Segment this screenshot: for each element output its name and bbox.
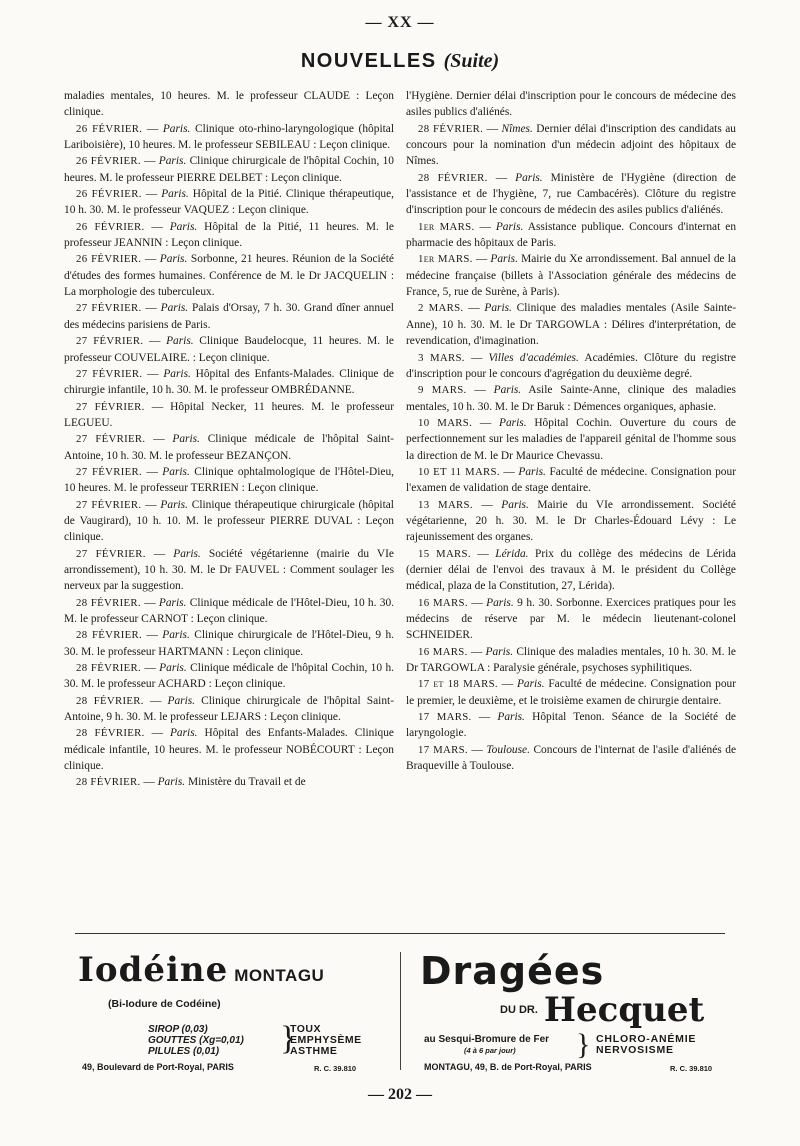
ads-separator-rule [75,933,725,934]
entry-city: Paris. [495,220,524,233]
entry-city: Paris. [490,253,518,266]
entry-city: Paris. [516,678,545,691]
entry-date: 27 FÉVRIER. [76,547,146,560]
entry-city: Paris. [172,433,200,446]
brace-icon: } [280,1020,297,1057]
entry-date: 27 FÉVRIER. [76,302,142,315]
dragees-title: Dragées [420,949,605,993]
entry-city: Paris. [486,596,514,609]
brace-icon: } [576,1028,591,1061]
entry-text: Clinique Baudelocque, 11 heures. M. le professeur COUVELAIRE. : Leçon clinique. [64,335,394,364]
entry-text: Mairie du VIe arrondissement. Société végétarienne, 20 h. 30. M. le Dr Charles-Édouard Lévy : Le rajeunissement des organes. [406,498,736,544]
entry-text: Académies. Clôture du registre d'inscription pour le concours d'agrégation du deuxième degré. [406,351,736,380]
entry-city: Paris. [162,629,190,642]
entry-text: Clinique des maladies mentales, 10 h. 30. M. le Dr TARGOWLA : Paralysie générale, psychoses syphilitiques. [406,645,736,675]
ads-vertical-divider [400,952,401,1070]
entry-text: Dernier délai d'inscription des candidats au concours pour la nomination d'un médecin adjoint des hôpitaux de Nîmes. [406,122,736,168]
news-entry: 27 FÉVRIER. — Paris. Clinique médicale de l'hôpital Saint-Antoine, 10 h. 30. M. le professeur BEZANÇON. [64,433,394,462]
entry-date: 26 FÉVRIER. [76,220,145,233]
entry-text: Ministère de l'Hygiène (direction de l'assistance et de l'hygiène, 7, rue Cambacérès). Clôture du registre d'inscription pour le concours de médecin des asiles publics d'aliénés. [406,171,736,217]
entry-text: Hôpital de la Pitié. Clinique thérapeutique, 10 h. 30. M. le professeur VAQUEZ : Leçon clinique. [64,188,394,217]
entry-city: Paris. [485,645,514,658]
section-title-text: NOUVELLES [300,50,437,72]
iodeine-title [78,950,390,996]
entry-city: Paris. [160,302,189,315]
entry-city: Paris. [159,662,187,675]
entry-city: Paris. [160,498,188,511]
advert-iodeine [78,950,390,1075]
entry-date: 28 FÉVRIER. [76,727,145,740]
entry-text: maladies mentales, 10 heures. M. le professeur CLAUDE : Leçon clinique. [64,90,394,119]
entry-city: Paris. [493,384,522,397]
news-entry: 28 FÉVRIER. — Paris. Clinique chirurgicale de l'Hôtel-Dieu, 9 h. 30. M. le professeur HARTMANN : Leçon clinique. [64,629,394,658]
entry-date: 28 FÉVRIER. [418,171,488,184]
news-entry: 27 FÉVRIER. — Paris. Clinique Baudelocque, 11 heures. M. le professeur COUVELAIRE. : Leçon clinique. [64,335,394,364]
hecquet-line [500,990,704,1030]
news-entry: 17 MARS. — Paris. Hôpital Tenon. Séance de la Société de laryngologie. [406,711,736,740]
news-entry: 3 MARS. — Villes d'académies. Académies. Clôture du registre d'inscription pour le concours d'agrégation du deuxième degré. [406,351,736,380]
entry-text: Clinique chirurgicale de l'Hôtel-Dieu, 9 h. 30. M. le professeur HARTMANN : Leçon clinique. [64,629,394,658]
entry-text: Clinique oto-rhino-laryngologique (hôpital Lariboisière), 10 heures. M. le professeur SEBILEAU : Leçon clinique. [64,122,394,152]
entry-text: Mairie du Xe arrondissement. Bal annuel de la médecine française (billets à l'Association générale des médecins de France, 5, rue de Surène, à Paris). [406,253,736,299]
dragees-formula [424,1034,549,1056]
dragees-address: MONTAGU, 49, B. de Port-Royal, PARIS [424,1062,592,1072]
entry-city: Paris. [515,171,543,184]
entry-text: Palais d'Orsay, 7 h. 30. Grand dîner annuel des médecins parisiens de Paris. [64,302,394,331]
iodeine-indication: TOUX [290,1023,321,1035]
entry-text: Ministère du Travail et de [187,776,306,789]
entry-city: Nîmes. [501,122,533,135]
entry-text: Faculté de médecine. Consignation pour l'examen de validation de stage dentaire. [406,465,736,495]
iodeine-forms [148,1024,244,1057]
section-title-suite: (Suite) [443,50,500,72]
entry-city: Paris. [159,253,188,266]
news-entry: 28 FÉVRIER. — Nîmes. Dernier délai d'inscription des candidats au concours pour la nomination d'un médecin adjoint des hôpitaux de Nîmes. [406,122,736,168]
entry-city: Villes d'académies. [488,351,579,364]
entry-date: 3 MARS. [418,351,465,364]
news-entry: 2 MARS. — Paris. Clinique des maladies mentales (Asile Sainte-Anne), 10 h. 30. M. le Dr TARGOWLA : Délires d'interprétation, de revendication, d'imagination. [406,302,736,348]
news-entry: 27 FÉVRIER. — Paris. Société végétarienne (mairie du VIe arrondissement), 10 h. 30. M. le Dr FAUVEL : Comment soulager les nerveux par la suggestion. [64,547,394,593]
entry-city: Paris. [157,776,186,789]
news-entry: 16 MARS. — Paris. 9 h. 30. Sorbonne. Exercices pratiques pour les médecins de réserve par M. le médecin lieutenant-colonel SCHNEIDER. [406,596,736,642]
news-entry: 26 FÉVRIER. — Paris. Hôpital de la Pitié. Clinique thérapeutique, 10 h. 30. M. le professeur VAQUEZ : Leçon clinique. [64,188,394,217]
iodeine-form: SIROP (0,03) [148,1024,208,1035]
iodeine-form: PILULES (0,01) [148,1046,220,1057]
entry-city: Paris. [499,416,527,429]
iodeine-indication: ASTHME [290,1045,338,1057]
news-entry: 1er MARS. — Paris. Mairie du Xe arrondissement. Bal annuel de la médecine française (billets à l'Association générale des médecins de France, 5, rue de Surène, à Paris). [406,253,736,299]
entry-date: 9 MARS. [418,384,467,397]
entry-text: Hôpital des Enfants-Malades. Clinique de chirurgie infantile, 10 h. 30. M. le professeur OMBRÉDANNE. [64,367,394,397]
entry-text: Clinique ophtalmologique de l'Hôtel-Dieu, 10 heures. M. le professeur TERRIEN : Leçon clinique. [64,465,394,495]
entry-date: 27 FÉVRIER. [76,367,143,380]
news-entry: 26 FÉVRIER. — Paris. Hôpital de la Pitié, 11 heures. M. le professeur JEANNIN : Leçon clinique. [64,220,394,250]
entry-city: Paris. [501,498,529,511]
entry-city: Paris. [518,465,546,478]
entry-text: l'Hygiène. Dernier délai d'inscription pour le concours de médecine des asiles publics d'aliénés. [406,90,736,119]
entry-city: Paris. [484,302,512,315]
entry-city: Paris. [163,367,191,380]
entry-date: 27 FÉVRIER. [76,465,143,478]
page-number: — 202 — [368,1086,432,1103]
entry-city: Paris. [173,547,201,560]
advert-dragees-hecquet [420,950,730,1075]
dragees-indication: CHLORO-ANÉMIE [596,1033,697,1045]
entry-date: 17 MARS. [418,711,472,724]
entry-city: Paris. [158,596,187,609]
news-entry: 27 FÉVRIER. — Paris. Palais d'Orsay, 7 h. 30. Grand dîner annuel des médecins parisiens de Paris. [64,302,394,331]
entry-date: 10 MARS. [418,416,473,429]
entry-text: Sorbonne, 21 heures. Réunion de la Société d'études des formes humaines. Conférence de M. le Dr JACQUELIN : La morphologie des tuberculeux. [64,253,394,299]
iodeine-name: Iodéine [78,950,229,990]
left-column [64,88,394,791]
entry-city: Paris. [158,155,187,168]
news-entry: 28 FÉVRIER. — Paris. Ministère du Travail et de [76,776,306,789]
entry-date: 1er MARS. [418,253,473,266]
iodeine-subtitle: (Bi-Iodure de Codéine) [108,998,221,1010]
entry-text: Clinique thérapeutique chirurgicale (hôpital de Vaugirard), 10 h. 10. M. le professeur PIERRE DUVAL : Leçon clinique. [64,498,394,544]
entry-text: Clinique chirurgicale de l'hôpital Saint-Antoine, 9 h. 30. M. le professeur LEJARS : Leçon clinique. [64,694,394,724]
entry-text: Clinique médicale de l'hôpital Saint-Antoine, 10 h. 30. M. le professeur BEZANÇON. [64,433,394,462]
entry-date: 28 FÉVRIER. [76,596,141,609]
iodeine-address: 49, Boulevard de Port-Royal, PARIS [82,1062,234,1072]
entry-text: Hôpital des Enfants-Malades. Clinique médicale infantile, 10 heures. M. le professeur NOBÉCOURT : Leçon clinique. [64,727,394,773]
entry-text: Clinique médicale de l'Hôtel-Dieu, 10 h. 30. M. le professeur CARNOT : Leçon clinique. [64,596,394,625]
news-entry: 26 FÉVRIER. — Paris. Clinique oto-rhino-laryngologique (hôpital Lariboisière), 10 heures. M. le professeur SEBILEAU : Leçon clinique. [64,122,394,152]
hecquet-name: Hecquet [543,990,705,1030]
entry-text: Hôpital Necker, 11 heures. M. le professeur LEGUEU. [64,400,394,429]
news-entry: 1er MARS. — Paris. Assistance publique. Concours d'internat en pharmacie des hôpitaux de Paris. [406,220,737,250]
entry-date: 10 ET 11 MARS. [418,465,500,478]
entry-text: Prix du collège des médecins de Lérida (dernier délai de l'envoi des travaux à M. le président du Collège médical, plaza de la Constitution, 27, Lérida). [406,547,736,593]
news-entry: 27 FÉVRIER. — Hôpital Necker, 11 heures. M. le professeur LEGUEU. [64,400,394,429]
news-entry: 16 MARS. — Paris. Clinique des maladies mentales, 10 h. 30. M. le Dr TARGOWLA : Paralysie générale, psychoses syphilitiques. [406,645,736,675]
entry-city: Paris. [167,694,196,707]
entry-text: Faculté de médecine. Consignation pour le premier, le deuxième, et le troisième examen de chirurgie dentaire. [406,678,736,707]
entry-text: Hôpital Tenon. Séance de la Société de laryngologie. [406,711,736,740]
entry-text: Assistance publique. Concours d'internat en pharmacie des hôpitaux de Paris. [406,220,737,250]
entry-city: Paris. [497,711,525,724]
entry-date: 27 FÉVRIER. [76,335,144,348]
entry-city: Paris. [162,465,190,478]
entry-date: 16 MARS. [418,645,468,658]
news-entry [406,88,736,121]
entry-date: 28 FÉVRIER. [76,662,142,675]
iodeine-indications [290,1024,362,1057]
dragees-indications [596,1034,696,1056]
iodeine-code: R. C. 39.810 [314,1064,357,1073]
iodeine-indication: EMPHYSÈME [290,1034,362,1046]
entry-city: Paris. [169,727,198,740]
news-entry: 27 FÉVRIER. — Paris. Clinique ophtalmologique de l'Hôtel-Dieu, 10 heures. M. le professeur TERRIEN : Leçon clinique. [64,465,394,495]
news-entry: 10 MARS. — Paris. Hôpital Cochin. Ouverture du cours de perfectionnement sur les maladies de l'appareil génital de l'homme sous la direction de M. le Dr Maurice Chevassu. [406,416,736,462]
news-entry: 28 FÉVRIER. — Paris. Hôpital des Enfants-Malades. Clinique médicale infantile, 10 heures. M. le professeur NOBÉCOURT : Leçon clinique. [64,727,394,773]
news-entry: 9 MARS. — Paris. Asile Sainte-Anne, clinique des maladies mentales, 10 h. 30. M. le Dr Baruk : Démences organiques, aphasie. [406,384,736,413]
entry-date: 28 FÉVRIER. [76,694,144,707]
page-roman-numeral: — XX — [365,14,435,31]
entry-text: 9 h. 30. Sorbonne. Exercices pratiques pour les médecins de réserve par M. le médecin lieutenant-colonel SCHNEIDER. [406,596,736,642]
news-entry: 28 FÉVRIER. — Paris. Clinique médicale de l'Hôtel-Dieu, 10 h. 30. M. le professeur CARNOT : Leçon clinique. [64,596,394,625]
entry-text: Clinique des maladies mentales (Asile Sainte-Anne), 10 h. 30. M. le Dr TARGOWLA : Délires d'interprétation, de revendication, d'imagination. [406,302,736,348]
entry-date: 26 FÉVRIER. [76,155,141,168]
news-entry: 27 FÉVRIER. — Paris. Hôpital des Enfants-Malades. Clinique de chirurgie infantile, 10 h. 30. M. le professeur OMBRÉDANNE. [64,367,394,397]
entry-text: Clinique chirurgicale de l'hôpital Cochin, 10 heures. M. le professeur PIERRE DELBET : Leçon clinique. [64,155,394,184]
iodeine-form: GOUTTES (Xg=0,01) [148,1035,244,1046]
entry-date: 28 FÉVRIER. [76,629,143,642]
entry-date: 26 FÉVRIER. [76,188,142,201]
entry-date: 26 FÉVRIER. [76,253,142,266]
news-entry: 26 FÉVRIER. — Paris. Sorbonne, 21 heures. Réunion de la Société d'études des formes humaines. Conférence de M. le Dr JACQUELIN : La morphologie des tuberculeux. [64,253,394,299]
entry-text: Hôpital de la Pitié, 11 heures. M. le professeur JEANNIN : Leçon clinique. [64,220,394,250]
dragees-dose: (4 à 6 par jour) [464,1046,516,1055]
dragees-formula-text: au Sesqui-Bromure de Fer [424,1034,550,1045]
entry-city: Toulouse. [486,743,530,756]
entry-city: Paris. [166,335,194,348]
iodeine-brand: MONTAGU [234,966,325,985]
entry-date: 2 MARS. [418,302,464,315]
du-dr-label: DU DR. [500,1004,538,1016]
news-entry: 13 MARS. — Paris. Mairie du VIe arrondissement. Société végétarienne, 20 h. 30. M. le Dr Charles-Édouard Lévy : Le rajeunissement des organes. [406,498,736,544]
dragees-code: R. C. 39.810 [670,1064,713,1073]
entry-date: 27 FÉVRIER. [76,433,146,446]
news-entry: 27 FÉVRIER. — Paris. Clinique thérapeutique chirurgicale (hôpital de Vaugirard), 10 h. 10. M. le professeur PIERRE DUVAL : Leçon clinique. [64,498,394,544]
entry-date: 17 et 18 MARS. [418,678,498,691]
news-entry: 28 FÉVRIER. — Paris. Clinique chirurgicale de l'hôpital Saint-Antoine, 9 h. 30. M. le professeur LEJARS : Leçon clinique. [64,694,394,724]
entry-date: 27 FÉVRIER. [76,498,142,511]
entry-date: 27 FÉVRIER. [76,400,145,413]
entry-text: Hôpital Cochin. Ouverture du cours de perfectionnement sur les maladies de l'appareil génital de l'homme sous la direction de M. le Dr Maurice Chevassu. [406,416,736,462]
news-entry: 15 MARS. — Lérida. Prix du collège des médecins de Lérida (dernier délai de l'envoi des travaux à M. le président du Collège médical, plaza de la Constitution, 27, Lérida). [406,547,736,593]
entry-date: 15 MARS. [418,547,471,560]
entry-date: 1er MARS. [418,220,475,233]
news-entry: 26 FÉVRIER. — Paris. Clinique chirurgicale de l'hôpital Cochin, 10 heures. M. le professeur PIERRE DELBET : Leçon clinique. [64,155,394,184]
dragees-indication: NERVOSISME [596,1044,674,1056]
news-entry: 28 FÉVRIER. — Paris. Ministère de l'Hygiène (direction de l'assistance et de l'hygiène, 7, rue Cambacérès). Clôture du registre d'inscription pour le concours de médecin des asiles publics d'aliénés. [406,171,736,217]
entry-city: Paris. [169,220,198,233]
entry-date: 16 MARS. [418,596,468,609]
news-entry: 17 et 18 MARS. — Paris. Faculté de médecine. Consignation pour le premier, le deuxième, et le troisième examen de chirurgie dentaire. [406,678,736,707]
entry-date: 28 FÉVRIER. [418,122,484,135]
entry-text: Clinique médicale de l'hôpital Cochin, 10 h. 30. M. le professeur ACHARD : Leçon clinique. [64,662,394,691]
right-column [406,88,736,774]
entry-date: 13 MARS. [418,498,473,511]
entry-date: 28 FÉVRIER. [76,776,141,789]
entry-text: Asile Sainte-Anne, clinique des maladies mentales, 10 h. 30. M. le Dr Baruk : Démences organiques, aphasie. [406,384,736,413]
news-entry [64,88,394,121]
entry-date: 26 FÉVRIER. [76,122,143,135]
entry-text: Concours de l'internat de l'asile d'aliénés de Braqueville à Toulouse. [406,743,736,773]
entry-city: Paris. [162,122,191,135]
section-title [0,50,800,73]
entry-text: Société végétarienne (mairie du VIe arrondissement), 10 h. 30. M. le Dr FAUVEL : Comment soulager les nerveux par la suggestion. [64,547,394,593]
news-entry: 28 FÉVRIER. — Paris. Clinique médicale de l'hôpital Cochin, 10 h. 30. M. le professeur ACHARD : Leçon clinique. [64,662,394,691]
news-entry: 10 ET 11 MARS. — Paris. Faculté de médecine. Consignation pour l'examen de validation de stage dentaire. [406,465,736,495]
entry-date: 17 MARS. [418,743,468,756]
news-entry: 17 MARS. — Toulouse. Concours de l'internat de l'asile d'aliénés de Braqueville à Toulouse. [406,743,736,773]
entry-city: Paris. [161,188,189,201]
entry-city: Lérida. [495,547,529,560]
